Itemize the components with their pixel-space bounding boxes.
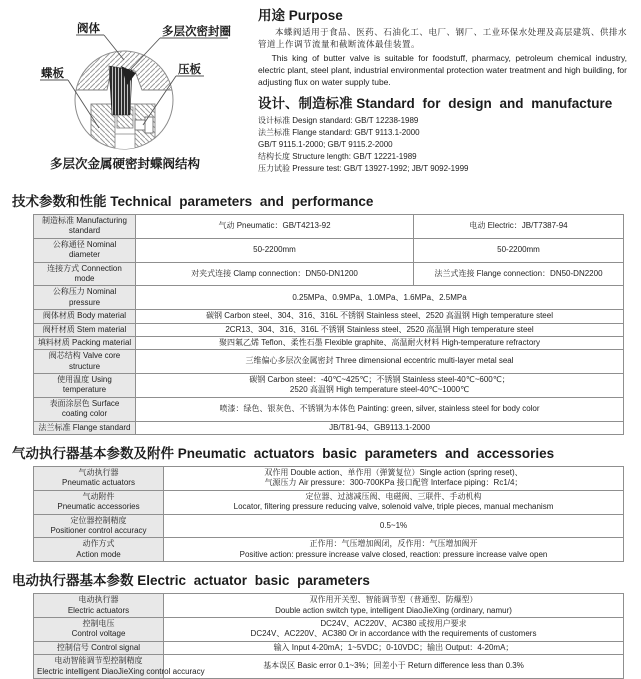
diagram-caption: 多层次金属硬密封蝶阀结构	[50, 157, 201, 171]
label-seal-ring: 多层次密封圈	[162, 26, 231, 38]
table-row	[34, 397, 624, 421]
row-label	[34, 594, 164, 618]
standard-line: 设计标准 Design standard: GB/T 12238-1989	[258, 115, 419, 125]
purpose-title-zh: 用途	[258, 8, 285, 23]
cell-value	[164, 617, 624, 641]
row-label	[34, 617, 164, 641]
row-label: 制造标准 Manufacturing standard	[34, 215, 136, 239]
cell-line: DC24V、AC220V、AC380 Or in accordance with the requirements of customers	[250, 629, 537, 639]
table-row	[34, 538, 624, 562]
table-row	[34, 467, 624, 491]
cell-value: 0.25MPa、0.9MPa、1.0MPa、1.6MPa、2.5MPa	[136, 286, 624, 310]
row-label	[34, 655, 205, 679]
cell-line: DC24V、AC220V、AC380 或按用户要求	[320, 618, 467, 628]
row-label-zh: 气动附件	[82, 491, 115, 501]
row-label: 阀体材质 Body material	[34, 310, 136, 323]
purpose-paragraph-zh: 本蝶阀适用于食品、医药、石油化工、电厂、钢厂、工业环保水处理及高层建筑、供排水管道上作调节流量和截断流体最佳装置。	[258, 27, 627, 50]
cell-line: 2520 高温钢 High temperature steel-40℃~1000℃	[289, 385, 470, 395]
technical-parameters-table	[33, 214, 624, 435]
cell-value: 气动 Pneumatic：GB/T4213-92	[136, 215, 414, 239]
cell-value: 三维偏心多层次金属密封 Three dimensional eccentric multi-layer metal seal	[136, 350, 624, 374]
purpose-title	[258, 8, 627, 24]
cell-line: 气源压力 Air pressure：300-700KPa 接口配管 Interface piping：Rc1/4；	[264, 478, 523, 488]
row-label-en: Electric actuators	[67, 605, 130, 615]
row-label-zh: 气动执行器	[78, 468, 119, 478]
cell-value: 对夹式连接 Clamp connection：DN50-DN1200	[136, 262, 414, 286]
row-label-zh: 控制电压	[82, 618, 115, 628]
cell-line: 双作用开关型、智能调节型（普通型、防爆型）	[309, 595, 478, 605]
technical-section-title	[12, 190, 641, 210]
electric-parameters-table	[33, 593, 624, 679]
row-label	[34, 467, 164, 491]
table-row	[34, 262, 624, 286]
row-label: 填料材质 Packing material	[34, 336, 136, 349]
cell-value: JB/T81-94、GB9113.1-2000	[136, 421, 624, 434]
pneumatic-section-title	[12, 442, 641, 462]
electric-title-en: Electric actuator basic parameters	[137, 573, 370, 589]
row-label: 表面涂层色 Surface coating color	[34, 397, 136, 421]
table-row	[34, 421, 624, 434]
electric-title-zh: 电动执行器基本参数	[12, 573, 134, 589]
cell-line: 双作用 Double action、单作用（弹簧复位）Single action (spring reset)、	[264, 468, 523, 478]
row-label-en: Electric intelligent DiaoJieXing control accuracy	[37, 666, 205, 676]
row-label: 使用温度 Using temperature	[34, 374, 136, 398]
table-row	[34, 594, 624, 618]
cell-line: 正作用：气压增加阀闭，反作用：气压增加阀开	[309, 539, 478, 549]
cell-value: 2CR13、304、316、316L 不锈钢 Stainless steel、2520 高温钢 High temperature steel	[136, 323, 624, 336]
row-label-zh: 定位器控制精度	[70, 515, 127, 525]
row-label: 阀杆材质 Stem material	[34, 323, 136, 336]
cell-value	[164, 467, 624, 491]
cell-value	[164, 594, 624, 618]
table-row	[34, 655, 624, 679]
cell-value: 0.5~1%	[164, 514, 624, 538]
cell-value: 输入 Input 4-20mA；1~5VDC；0-10VDC；输出 Output：4-20mA；	[164, 641, 624, 654]
standard-line: 结构长度 Structure length: GB/T 12221-1989	[258, 151, 417, 161]
table-row	[34, 215, 624, 239]
pneumatic-title-en: Pneumatic actuators basic parameters and accessories	[177, 446, 555, 462]
valve-cross-section-drawing	[0, 8, 258, 178]
row-label-en: Pneumatic accessories	[57, 502, 140, 512]
row-label-zh: 电动智能调节型控制精度	[54, 656, 143, 666]
table-row	[34, 323, 624, 336]
table-row	[34, 336, 624, 349]
row-label: 连接方式 Connection mode	[34, 262, 136, 286]
cell-value: 法兰式连接 Flange connection：DN50-DN2200	[414, 262, 624, 286]
pneumatic-parameters-table	[33, 466, 624, 562]
standards-title-zh: 设计、制造标准	[258, 95, 353, 111]
row-label: 控制信号 Control signal	[34, 641, 164, 654]
purpose-paragraph-en: This king of butter valve is suitable for foodstuff, pharmacy, petroleum chemical industry, electric plant, steel plant, industrial environmental protection water treatment and high building, for adjusting flux on water supply tube.	[258, 52, 627, 87]
standard-line: 法兰标准 Flange standard: GB/T 9113.1-2000	[258, 127, 420, 137]
cell-line: Locator, filtering pressure reducing valve, solenoid valve, triple pieces, manual mechanism	[233, 502, 554, 512]
standards-title	[258, 96, 627, 112]
intro-column	[258, 8, 641, 183]
table-row	[34, 286, 624, 310]
cell-value: 聚四氟乙烯 Teflon、柔性石墨 Flexible graphite、高温耐火材料 High-temperature refractory	[136, 336, 624, 349]
pneumatic-title-zh: 气动执行器基本参数及附件	[12, 446, 174, 462]
top-section	[0, 0, 641, 183]
table-row	[34, 350, 624, 374]
row-label-en: Positioner control accuracy	[50, 525, 147, 535]
row-label-zh: 动作方式	[82, 539, 115, 549]
row-label	[34, 538, 164, 562]
cell-value: 喷漆：绿色、银灰色、不锈钢为本体色 Painting: green, silver, stainless steel for body color	[136, 397, 624, 421]
label-butterfly-plate: 蝶板	[41, 68, 64, 80]
cell-value: 电动 Electric：JB/T7387-94	[414, 215, 624, 239]
valve-structure-diagram	[0, 8, 258, 183]
table-row	[34, 374, 624, 398]
label-valve-body: 阀体	[77, 23, 100, 35]
cell-value: 50-2200mm	[414, 238, 624, 262]
cell-line: Double action switch type, intelligent DiaoJieXing (ordinary, namur)	[275, 605, 512, 615]
table-row	[34, 310, 624, 323]
row-label: 法兰标准 Flange standard	[34, 421, 136, 434]
cell-value: 碳钢 Carbon steel、304、316、316L 不锈钢 Stainless steel、2520 高温钢 High temperature steel	[136, 310, 624, 323]
cell-line: 碳钢 Carbon steel：-40℃~425℃；不锈钢 Stainless steel-40℃~600℃；	[249, 375, 510, 385]
technical-title-zh: 技术参数和性能	[12, 194, 107, 209]
cell-value	[136, 374, 624, 398]
cell-line: Positive action: pressure increase valve closed, reaction: pressure increase valve open	[239, 549, 548, 559]
row-label-en: Action mode	[76, 549, 121, 559]
label-pressure-plate: 压板	[178, 64, 201, 76]
pressure-plate-bolt-head	[145, 117, 153, 133]
table-row	[34, 238, 624, 262]
cell-value	[164, 538, 624, 562]
cell-value: 50-2200mm	[136, 238, 414, 262]
row-label: 阀芯结构 Valve core structure	[34, 350, 136, 374]
row-label-zh: 电动执行器	[78, 595, 119, 605]
standards-list	[258, 115, 627, 175]
row-label-en: Control voltage	[71, 629, 126, 639]
row-label-en: Pneumatic actuators	[62, 478, 135, 488]
row-label: 公称通径 Nominal diameter	[34, 238, 136, 262]
standards-title-en: Standard for design and manufacture	[356, 95, 613, 111]
electric-section-title	[12, 569, 641, 589]
purpose-title-en: Purpose	[288, 8, 343, 23]
technical-title-en: Technical parameters and performance	[110, 194, 374, 209]
standard-line: 压力试验 Pressure test: GB/T 13927-1992; JB/T 9092-1999	[258, 163, 469, 173]
standard-line: GB/T 9115.1-2000; GB/T 9115.2-2000	[258, 139, 393, 149]
cell-value: 基本误区 Basic error 0.1~3%；回差小于 Return difference less than 0.3%	[164, 655, 624, 679]
row-label	[34, 490, 164, 514]
table-row	[34, 490, 624, 514]
table-row	[34, 617, 624, 641]
table-row	[34, 514, 624, 538]
row-label	[34, 514, 164, 538]
cell-line: 定位器、过滤减压阀、电磁阀、三联件、手动机构	[305, 491, 482, 501]
cell-value	[164, 490, 624, 514]
table-row	[34, 641, 624, 654]
row-label: 公称压力 Nominal pressure	[34, 286, 136, 310]
